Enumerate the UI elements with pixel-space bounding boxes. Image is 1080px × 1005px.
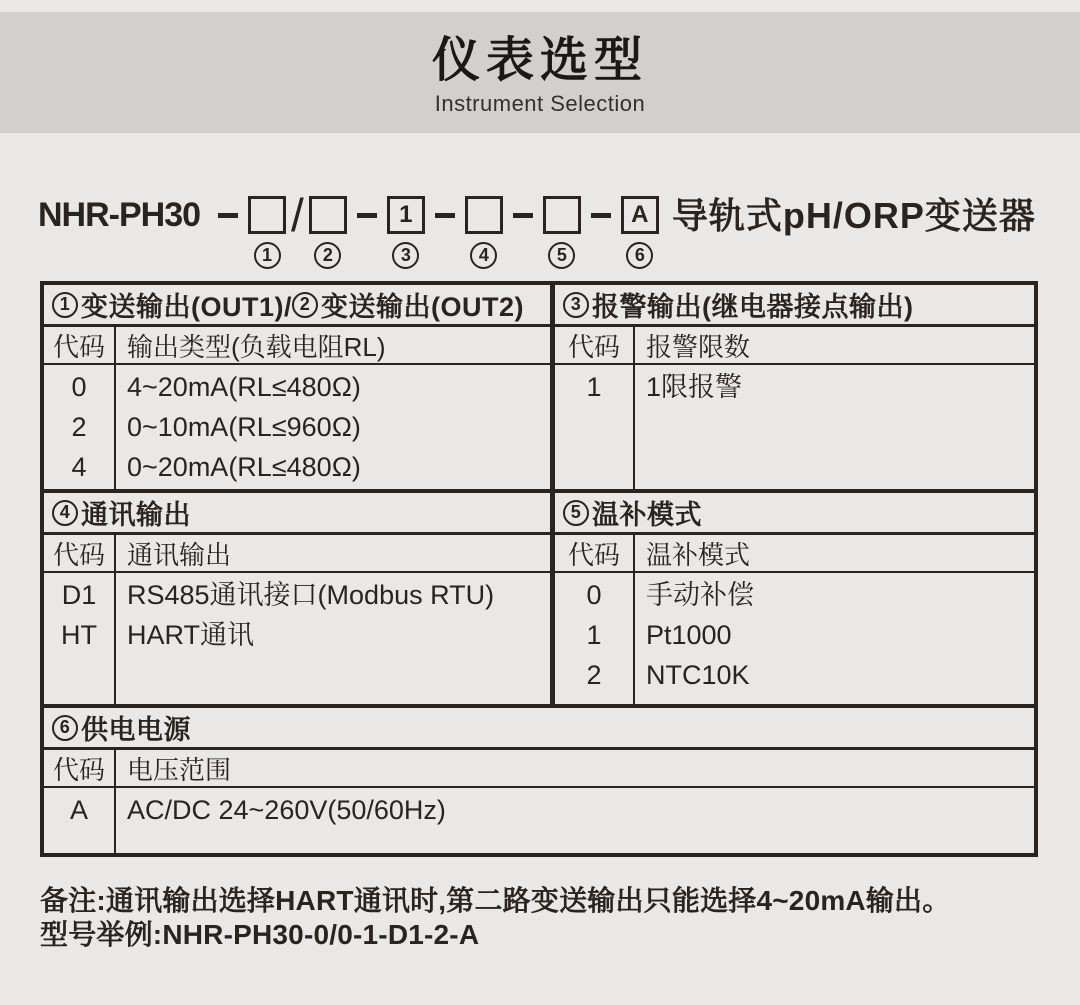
code-column-header: 代码: [555, 327, 635, 365]
page-subtitle: Instrument Selection: [434, 91, 646, 116]
section-header: [555, 493, 1034, 535]
code-cell: 1: [586, 372, 602, 402]
model-slot-box-2: [309, 196, 347, 234]
model-slot-5: [543, 196, 581, 269]
desc-column-header: 报警限数: [635, 327, 1034, 365]
code-cell: 1: [586, 620, 602, 650]
circled-number-4: 4: [52, 500, 78, 526]
desc-column-header: 电压范围: [116, 750, 1034, 788]
circled-number-6: 6: [52, 715, 78, 741]
table-half-right: [555, 285, 1034, 489]
circled-number-4: 4: [470, 242, 497, 269]
model-code-line: [38, 189, 1058, 272]
circled-number-3: 3: [563, 292, 589, 318]
dash-bar: [218, 213, 238, 218]
code-cells: [44, 573, 116, 704]
code-cells: [555, 365, 635, 489]
dash-separator: [591, 196, 611, 234]
model-slot-3: [387, 196, 425, 269]
model-slot-box-4: [465, 196, 503, 234]
code-column-header: 代码: [44, 750, 116, 788]
code-cell: 4: [71, 452, 87, 482]
section-header: [44, 708, 1034, 750]
code-cells: [44, 365, 116, 489]
table-section-3: [44, 708, 1034, 853]
desc-cells: [635, 365, 1034, 489]
code-cell: 0: [71, 372, 87, 402]
circled-number-1: 1: [52, 292, 78, 318]
desc-cells: [635, 573, 1034, 704]
circled-number-5: 5: [563, 500, 589, 526]
model-suffix: 导轨式pH/ORP变送器: [671, 195, 1036, 236]
table-half-full: [44, 708, 1034, 853]
dash-bar: [435, 213, 455, 218]
circled-number-3: 3: [392, 242, 419, 269]
code-cell: 0: [586, 580, 602, 610]
circled-number-5: 5: [548, 242, 575, 269]
desc-cells: [116, 788, 1034, 853]
desc-cell: NTC10K: [646, 660, 750, 690]
table-section-1: [44, 285, 1034, 489]
model-prefix: NHR-PH30: [38, 196, 201, 234]
circled-number-6: 6: [626, 242, 653, 269]
section-title-text: 通讯输出: [81, 500, 191, 530]
model-slot-box-3: 1: [387, 196, 425, 234]
section-columns: [555, 327, 1034, 489]
desc-cell: 1限报警: [646, 372, 743, 402]
dash-separator: [357, 196, 377, 234]
desc-cell: 手动补偿: [646, 580, 754, 610]
slash-separator: /: [291, 189, 304, 241]
code-cell: 2: [586, 660, 602, 690]
code-column-header: 代码: [44, 535, 116, 573]
model-slot-4: [465, 196, 503, 269]
section-columns: [555, 535, 1034, 704]
desc-column-header: 温补模式: [635, 535, 1034, 573]
section-title-text: 供电电源: [81, 715, 191, 745]
section-columns: [44, 327, 550, 489]
code-cell: A: [69, 795, 88, 825]
code-cell: D1: [61, 580, 97, 610]
model-slot-2: [309, 196, 347, 269]
circled-number-2: 2: [314, 242, 341, 269]
circled-number-2: 2: [292, 292, 318, 318]
code-cell: 2: [71, 412, 87, 442]
title-band: [0, 12, 1080, 133]
model-slot-box-6: A: [621, 196, 659, 234]
table-half-left: [44, 493, 550, 704]
circled-number-1: 1: [254, 242, 281, 269]
dash-separator: [218, 196, 238, 234]
desc-cell: 0~10mA(RL≤960Ω): [127, 412, 361, 442]
section-title-text: 温补模式: [592, 500, 702, 530]
desc-cell: 4~20mA(RL≤480Ω): [127, 372, 361, 402]
dash-bar: [513, 213, 533, 218]
desc-cell: RS485通讯接口(Modbus RTU): [127, 580, 495, 610]
model-slots: [208, 189, 659, 269]
section-title-text: 变送输出(OUT1)/: [81, 292, 292, 322]
selection-table: [40, 281, 1038, 857]
desc-cell: Pt1000: [646, 620, 732, 650]
dash-bar: [357, 213, 377, 218]
dash-bar: [591, 213, 611, 218]
code-cells: [44, 788, 116, 853]
note-example: 型号举例:NHR-PH30-0/0-1-D1-2-A: [40, 919, 480, 950]
section-header: [44, 285, 550, 327]
dash-separator: [513, 196, 533, 234]
desc-cells: [116, 573, 550, 704]
section-columns: [44, 535, 550, 704]
section-columns: [44, 750, 1034, 853]
desc-cells: [116, 365, 550, 489]
code-cell: HT: [61, 620, 97, 650]
note-remark: 备注:通讯输出选择HART通讯时,第二路变送输出只能选择4~20mA输出。: [40, 885, 951, 916]
model-slot-6: [621, 196, 659, 269]
desc-cell: AC/DC 24~260V(50/60Hz): [127, 795, 446, 825]
model-slot-box-5: [543, 196, 581, 234]
section-header: [44, 493, 550, 535]
desc-column-header: 输出类型(负载电阻RL): [116, 327, 550, 365]
section-header: [555, 285, 1034, 327]
model-slot-box-1: [248, 196, 286, 234]
code-column-header: 代码: [555, 535, 635, 573]
code-column-header: 代码: [44, 327, 116, 365]
section-title-text: 报警输出(继电器接点输出): [592, 292, 914, 322]
dash-separator: [435, 196, 455, 234]
table-section-2: [44, 493, 1034, 704]
notes: [40, 884, 1050, 952]
desc-cell: HART通讯: [127, 620, 255, 650]
page-title: 仪表选型: [431, 34, 648, 87]
desc-column-header: 通讯输出: [116, 535, 550, 573]
table-half-left: [44, 285, 550, 489]
code-cells: [555, 573, 635, 704]
table-half-right: [555, 493, 1034, 704]
model-slot-1: [248, 196, 286, 269]
section-title-text: 变送输出(OUT2): [321, 292, 524, 322]
desc-cell: 0~20mA(RL≤480Ω): [127, 452, 361, 482]
